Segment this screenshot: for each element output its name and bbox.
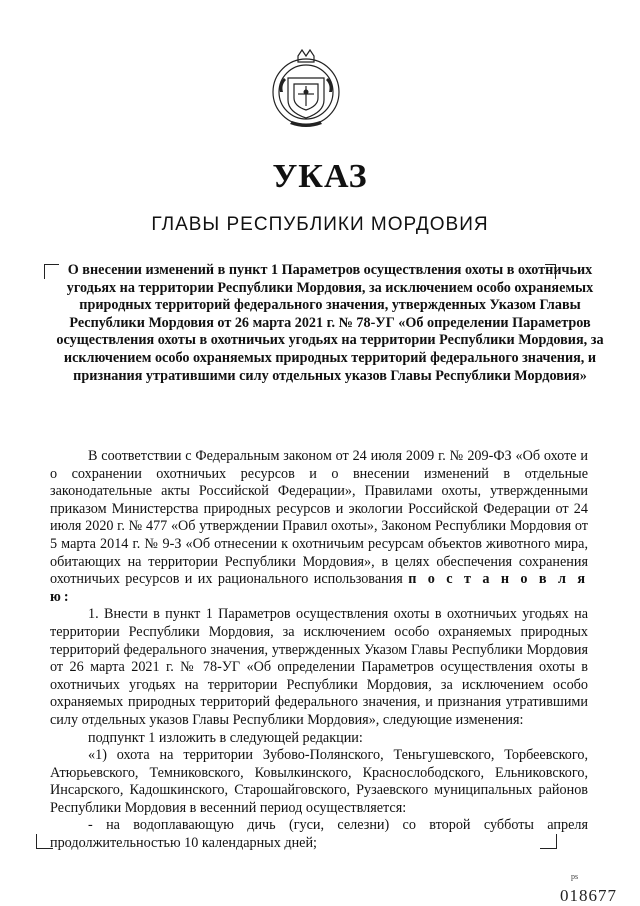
dash-paragraph: - на водоплавающую дичь (гуси, селезни) со второй субботы апреля продолжительностью 10 календарных дней; [50, 817, 588, 852]
decree-keyword: п о с т а н о в л я ю: [50, 571, 588, 605]
decree-body [50, 448, 588, 853]
preamble-text: В соответствии с Федеральным законом от 24 июля 2009 г. № 209-ФЗ «Об охоте и о сохранении охотничьих ресурсов и о внесении изменений в отдельные законодательные акты Российской Федерации», Правилами охоты, утвержденными приказом Министерства природных ресурсов и экологии Российской Федерации от 24 июля 2020 г. № 477 «Об утверждении Правил охоты», Законом Республики Мордовия от 5 марта 2014 г. № 9-З «Об отнесении к охотничьим ресурсам объектов животного мира, обитающих на территории Республики Мордовия», в целях обеспечения сохранения охотничьих ресурсов и их рационального использования [50, 448, 588, 588]
quote-paragraph: «1) охота на территории Зубово-Полянского, Теньгушевского, Торбеевского, Атюрьевского, Темниковского, Ковылкинского, Краснослободского, Ельниковского, Инсарского, Кадошкинского, Старошайговского, Рузаевского муниципальных районов Республики Мордовия в весенний период осуществляется: [50, 747, 588, 816]
footer-mark: ps [571, 872, 579, 881]
preamble-paragraph [50, 448, 588, 606]
form-serial-number: 018677 [560, 886, 617, 905]
item-1-paragraph: 1. Внести в пункт 1 Параметров осуществления охоты в охотничьих угодьях на территории Республики Мордовия, за исключением особо охраняемых природных территорий федерального значения, утвержденных Указом Главы Республики Мордовия от 26 марта 2021 г. № 78-УГ «Об определении Параметров осуществления охоты в охотничьих угодьях на территории Республики Мордовия, за исключением особо охраняемых природных территорий федерального значения, и признания утратившими силу отдельных указов Главы Республики Мордовия», следующие изменения: [50, 606, 588, 728]
subitem-paragraph: подпункт 1 изложить в следующей редакции: [88, 729, 363, 746]
document-subtitle: ГЛАВЫ РЕСПУБЛИКИ МОРДОВИЯ [151, 214, 489, 235]
document-title: УКАЗ [272, 158, 368, 195]
coat-of-arms-emblem-icon [268, 48, 344, 132]
corner-bracket-bottom-left [36, 834, 53, 849]
decree-heading: О внесении изменений в пункт 1 Параметров осуществления охоты в охотничьих угодьях на территории Республики Мордовия, за исключением особо охраняемых природных территорий федерального значения, утвержденных Указом Главы Республики Мордовия от 26 марта 2021 г. № 78-УГ «Об определении Параметров осуществления охоты в охотничьих угодьях на территории Республики Мордовия, за исключением особо охраняемых природных территорий федерального значения, и признания утратившими силу отдельных указов Главы Республики Мордовия» [56, 262, 604, 384]
corner-bracket-bottom-right [540, 834, 557, 849]
